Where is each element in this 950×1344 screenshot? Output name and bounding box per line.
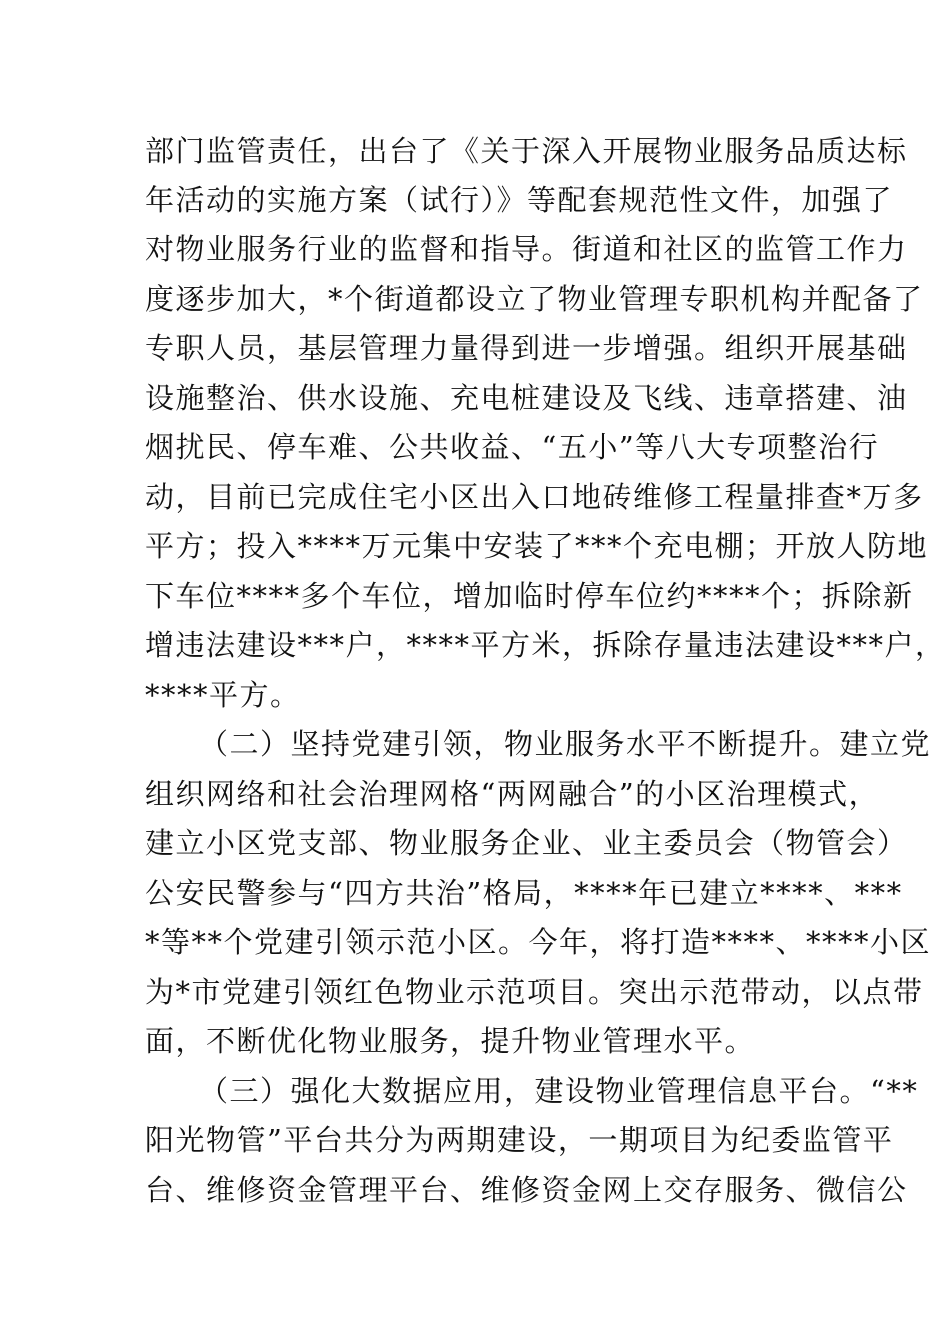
text-line: 建立小区党支部、物业服务企业、业主委员会（物管会） (145, 826, 908, 860)
text-line: 面，不断优化物业服务，提升物业管理水平。 (145, 1024, 756, 1058)
text-line: 公安民警参与“四方共治”格局，****年已建立****、*** (145, 876, 903, 910)
text-line: 动，目前已完成住宅小区出入口地砖维修工程量排查*万多 (145, 480, 924, 514)
text-line: 年活动的实施方案（试行）》等配套规范性文件，加强了 (145, 183, 894, 217)
text-line: 度逐步加大，*个街道都设立了物业管理专职机构并配备了 (145, 282, 924, 316)
text-line: 阳光物管”平台共分为两期建设，一期项目为纪委监管平 (145, 1123, 894, 1157)
text-line: ****平方。 (145, 678, 301, 712)
text-line: 下车位****多个车位，增加临时停车位约****个；拆除新 (145, 579, 914, 613)
text-line: 烟扰民、停车难、公共收益、“五小”等八大专项整治行 (145, 430, 880, 464)
text-line: 台、维修资金管理平台、维修资金网上交存服务、微信公 (145, 1173, 908, 1207)
text-line: 专职人员，基层管理力量得到进一步增强。组织开展基础 (145, 331, 908, 365)
paragraph-3-first-line: （三）强化大数据应用，建设物业管理信息平台。“** (199, 1074, 919, 1108)
text-line: *等**个党建引领示范小区。今年，将打造****、****小区 (145, 925, 932, 959)
text-line: 增违法建设***户，****平方米，拆除存量违法建设***户， (145, 628, 946, 662)
text-line: 组织网络和社会治理网格“两网融合”的小区治理模式， (145, 777, 880, 811)
text-line: 为*市党建引领红色物业示范项目。突出示范带动，以点带 (145, 975, 924, 1009)
paragraph-2-first-line: （二）坚持党建引领，物业服务水平不断提升。建立党 (199, 727, 932, 761)
text-line: 设施整治、供水设施、充电桩建设及飞线、违章搭建、油 (145, 381, 908, 415)
text-line: 对物业服务行业的监督和指导。街道和社区的监管工作力 (145, 232, 908, 266)
text-line: 部门监管责任，出台了《关于深入开展物业服务品质达标 (145, 134, 908, 168)
text-line: 平方；投入****万元集中安装了***个充电棚；开放人防地 (145, 529, 929, 563)
